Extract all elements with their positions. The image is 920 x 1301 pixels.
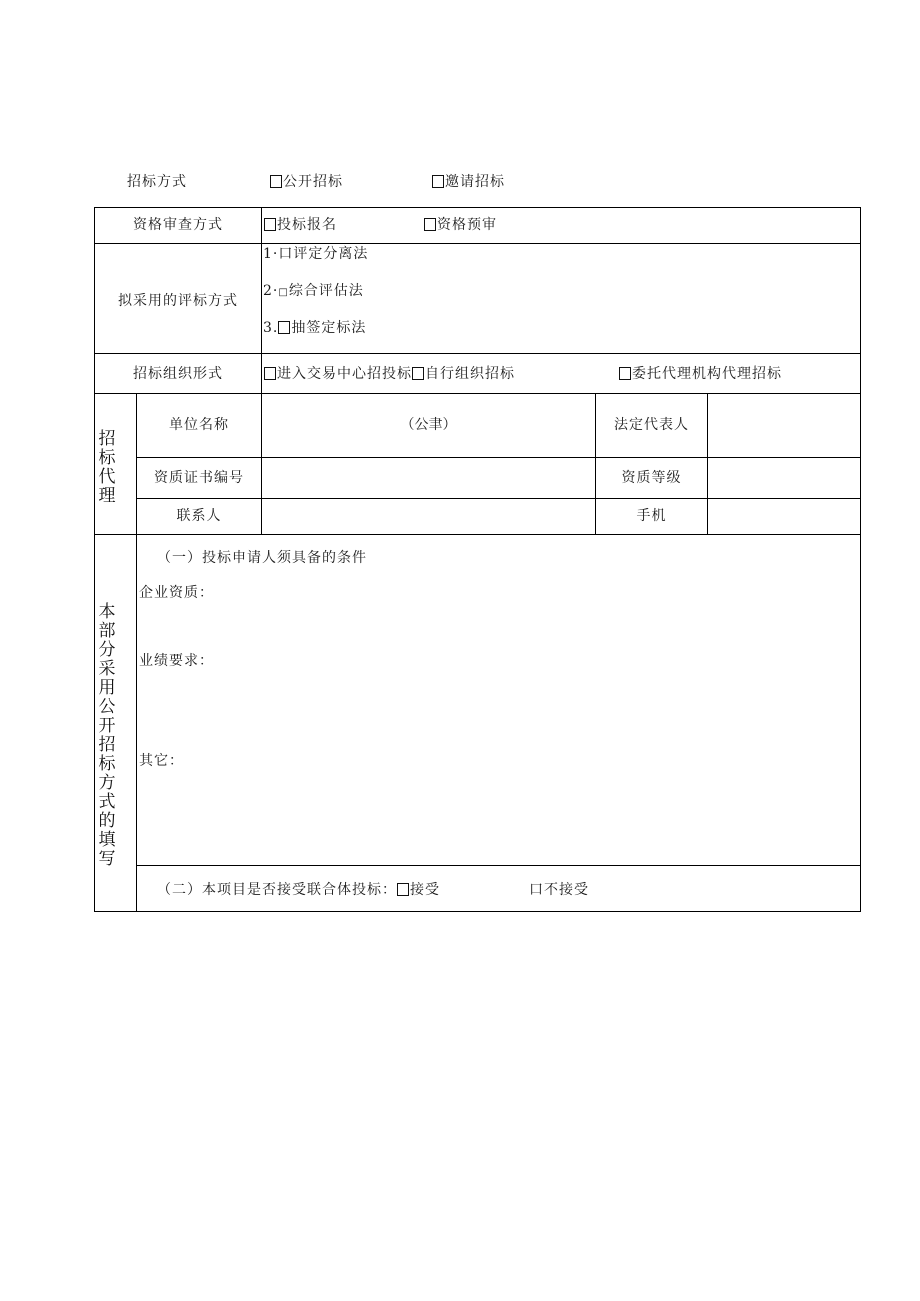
self-organized-checkbox[interactable] bbox=[412, 367, 424, 380]
invite-tender-label: 邀请招标 bbox=[445, 174, 505, 190]
invite-tender-checkbox[interactable] bbox=[432, 175, 444, 188]
prequal-label: 资格预审 bbox=[437, 217, 497, 233]
trading-center-checkbox[interactable] bbox=[264, 367, 276, 380]
other-requirement-label: 其它： bbox=[139, 753, 184, 769]
reject-label: 不接受 bbox=[544, 882, 589, 898]
evaluation-option-3-number: 3. bbox=[263, 320, 279, 336]
reject-box[interactable]: 口 bbox=[529, 882, 544, 898]
table-rule bbox=[94, 393, 861, 394]
evaluation-option-2-number: 2· bbox=[263, 283, 279, 299]
public-tender-checkbox[interactable] bbox=[270, 175, 282, 188]
trading-center-label: 进入交易中心招投标 bbox=[277, 366, 412, 382]
prequal-checkbox[interactable] bbox=[424, 218, 436, 231]
table-rule bbox=[136, 865, 861, 866]
table-rule bbox=[94, 534, 861, 535]
self-organized-label: 自行组织招标 bbox=[425, 366, 515, 382]
reject-option[interactable] bbox=[529, 881, 589, 899]
certificate-number-label: 资质证书编号 bbox=[154, 470, 244, 486]
table-border-bottom bbox=[94, 911, 861, 912]
qualification-grade-label: 资质等级 bbox=[621, 470, 682, 486]
public-section-side-label: 本部分采用公开招标方式的填写 bbox=[98, 602, 116, 869]
qualification-method-label: 资格审查方式 bbox=[133, 217, 223, 233]
agent-checkbox[interactable] bbox=[619, 367, 631, 380]
unit-name-label: 单位名称 bbox=[169, 417, 229, 433]
table-border-right bbox=[860, 207, 861, 912]
conditions-heading: （一）投标申请人须具备的条件 bbox=[157, 550, 367, 566]
register-label: 投标报名 bbox=[277, 217, 337, 233]
evaluation-option-2[interactable] bbox=[263, 282, 364, 302]
evaluation-option-1[interactable] bbox=[263, 245, 368, 263]
contact-person-label: 联系人 bbox=[176, 508, 222, 524]
register-checkbox[interactable] bbox=[264, 218, 276, 231]
contact-person-field[interactable] bbox=[263, 500, 593, 532]
invite-tender-option[interactable] bbox=[432, 173, 505, 191]
certificate-number-field[interactable] bbox=[263, 460, 593, 496]
seal-placeholder: （公聿） bbox=[400, 417, 457, 433]
table-rule bbox=[94, 243, 861, 244]
consortium-row bbox=[157, 881, 440, 899]
agent-option[interactable] bbox=[619, 365, 782, 383]
evaluation-method-label: 拟采用的评标方式 bbox=[118, 293, 238, 309]
mobile-phone-field[interactable] bbox=[709, 500, 859, 532]
evaluation-option-3[interactable] bbox=[263, 319, 366, 337]
accept-label: 接受 bbox=[410, 882, 440, 898]
table-border-top bbox=[94, 207, 861, 208]
table-rule bbox=[136, 498, 861, 499]
evaluation-option-3-checkbox[interactable] bbox=[278, 321, 290, 334]
evaluation-option-1-number: 1· bbox=[263, 246, 279, 262]
prequal-option[interactable] bbox=[424, 216, 497, 234]
mobile-phone-label: 手机 bbox=[636, 508, 667, 524]
performance-requirement-label: 业绩要求： bbox=[139, 653, 214, 669]
table-col-rule bbox=[707, 393, 708, 534]
evaluation-option-1-box[interactable]: 口 bbox=[278, 246, 294, 262]
evaluation-option-1-label: 评定分离法 bbox=[293, 246, 369, 262]
organization-form-label: 招标组织形式 bbox=[133, 366, 223, 382]
table-border-left bbox=[94, 207, 95, 912]
table-rule bbox=[136, 457, 861, 458]
table-col-rule bbox=[261, 207, 262, 534]
tender-method-label: 招标方式 bbox=[127, 174, 187, 190]
qualification-grade-field[interactable] bbox=[709, 460, 859, 496]
public-tender-label: 公开招标 bbox=[283, 174, 343, 190]
accept-checkbox[interactable] bbox=[397, 883, 409, 896]
agency-side-label: 招标代理 bbox=[98, 429, 116, 506]
evaluation-option-2-box[interactable]: □ bbox=[278, 287, 289, 298]
organization-options bbox=[264, 365, 515, 383]
evaluation-option-3-label: 抽签定标法 bbox=[291, 320, 367, 336]
table-rule bbox=[94, 353, 861, 354]
agent-label: 委托代理机构代理招标 bbox=[632, 366, 782, 382]
consortium-question: （二）本项目是否接受联合体投标： bbox=[157, 882, 397, 898]
legal-representative-label: 法定代表人 bbox=[614, 417, 689, 433]
evaluation-option-2-label: 综合评估法 bbox=[288, 283, 364, 299]
public-tender-option[interactable] bbox=[270, 173, 343, 191]
register-option[interactable] bbox=[264, 216, 337, 234]
legal-representative-field[interactable] bbox=[709, 399, 859, 455]
enterprise-qualification-label: 企业资质： bbox=[139, 585, 214, 601]
